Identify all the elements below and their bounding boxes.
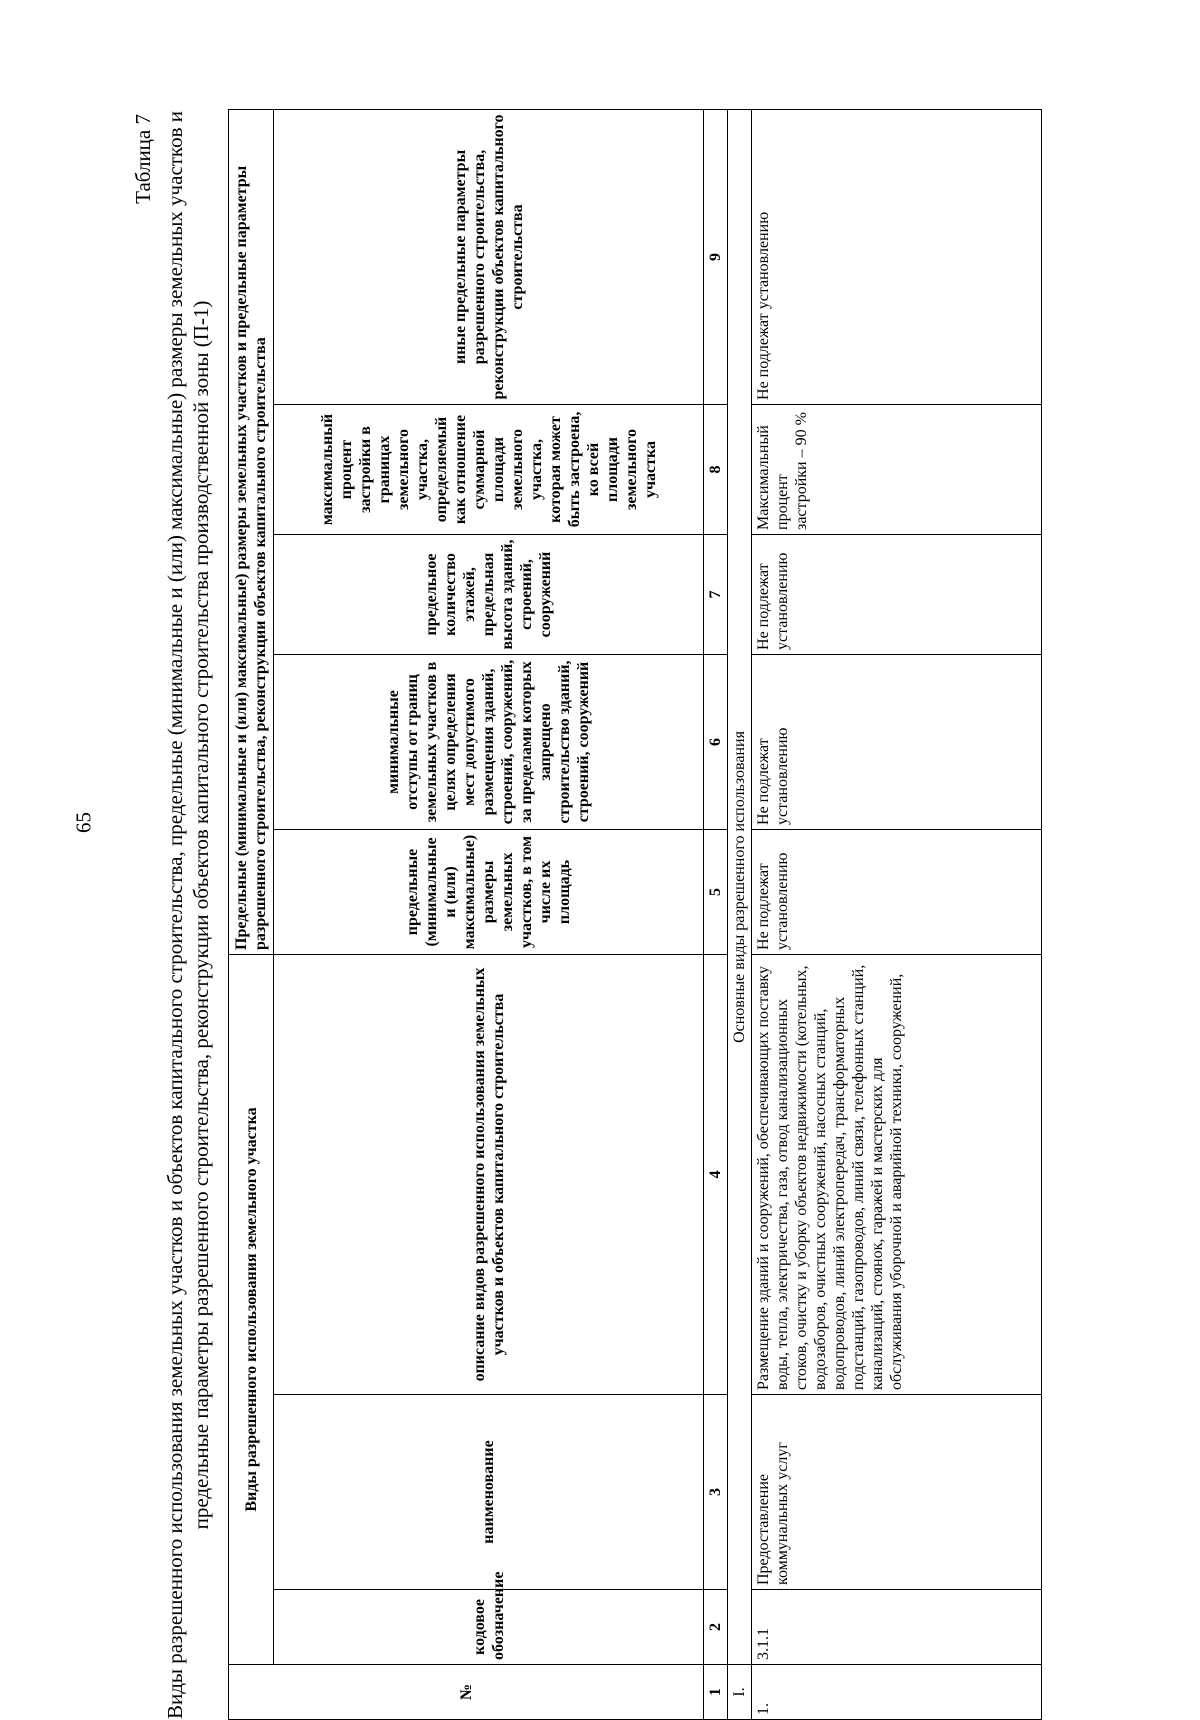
rotated-page-content	[130, 110, 1110, 1720]
row-no: 1.	[752, 1665, 1042, 1720]
column-number: 6	[704, 654, 728, 829]
header-name: наименование	[274, 1395, 704, 1590]
column-number: 3	[704, 1395, 728, 1590]
table-row	[752, 109, 1042, 1719]
column-number-row	[704, 109, 728, 1719]
header-setbacks: минимальные отступы от границ земельных участков в целях определения мест допустимого размещения зданий, строений, сооружений, за пределами которых запрещено строительство зданий, строений, сооружений	[274, 654, 704, 829]
row-setbacks: Не подлежат установлению	[752, 654, 1042, 829]
header-coverage: максимальный процент застройки в границах земельного участка, определяемый как отношение суммарной площади земельного участка, которая может быть застроена, ко всей площади земельного участка	[274, 404, 704, 534]
table-title: Виды разрешенного использования земельных участков и объектов капитального строительства, предельные (минимальные и (или) максимальные) размеры земельных участков и предельные параметры разрешенного строительства, реконструкции объектов капитального строительства производственной зоны (П-1)	[163, 111, 213, 1719]
column-number: 7	[704, 534, 728, 654]
column-number: 2	[704, 1590, 728, 1665]
header-params-group: Предельные (минимальные и (или) максимальные) размеры земельных участков и предельные параметры разрешенного строительства, реконструкции объектов капитального строительства	[229, 109, 274, 954]
row-floors: Не подлежат установлению	[752, 534, 1042, 654]
section-row	[728, 109, 752, 1719]
column-number: 9	[704, 109, 728, 404]
section-number: I.	[728, 1665, 752, 1720]
row-description: Размещение зданий и сооружений, обеспечивающих поставку воды, тепла, электричества, газа, отвод канализационных стоков, очистку и уборку объектов недвижимости (котельных, водозаборов, очистных сооружений, насосных станций, водопроводов, линий электропередач, трансформаторных подстанций, газопроводов, линий связи, телефонных станций, канализаций, стоянок, гаражей и мастерских для обслуживания уборочной и аварийной техники, сооружений,	[752, 954, 1042, 1394]
column-number: 5	[704, 829, 728, 954]
header-other: иные предельные параметры разрешенного строительства, реконструкции объектов капитального строительства	[274, 109, 704, 404]
column-number: 1	[704, 1665, 728, 1720]
row-name: Предоставление коммунальных услуг	[752, 1395, 1042, 1590]
row-code: 3.1.1	[752, 1590, 1042, 1665]
header-floors: предельное количество этажей, предельная высота зданий, строений, сооружений	[274, 534, 704, 654]
table-label: Таблица 7	[131, 114, 155, 204]
section-title: Основные виды разрешенного использования	[728, 109, 752, 1664]
regulations-table	[228, 109, 1042, 1720]
header-no: №	[229, 1665, 704, 1720]
header-description: описание видов разрешенного использования земельных участков и объектов капитального строительства	[274, 954, 704, 1394]
header-size: предельные (минимальные и (или) максимальные) размеры земельных участков, в том числе их площадь	[274, 829, 704, 954]
page-number: 65	[71, 812, 96, 833]
header-row-1	[229, 109, 274, 1719]
column-number: 4	[704, 954, 728, 1394]
header-code: кодовое обозначение	[274, 1590, 704, 1665]
header-row-2	[274, 109, 704, 1719]
row-coverage: Максимальный процент застройки – 90 %	[752, 404, 1042, 534]
header-vid-group: Виды разрешенного использования земельного участка	[229, 954, 274, 1664]
column-number: 8	[704, 404, 728, 534]
row-other: Не подлежат установлению	[752, 109, 1042, 404]
row-size: Не подлежат установлению	[752, 829, 1042, 954]
